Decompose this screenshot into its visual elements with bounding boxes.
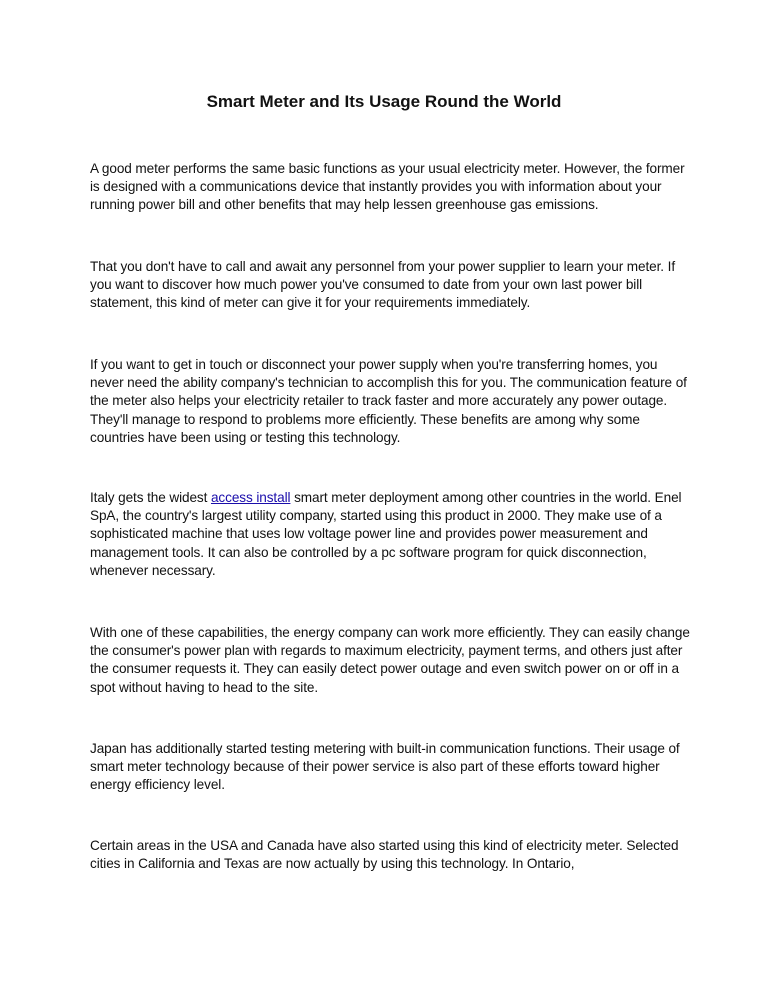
paragraph-4-lead: Italy gets the widest <box>90 490 211 505</box>
paragraph-1: A good meter performs the same basic functions as your usual electricity meter. However, the former is designed with a communications device that instantly provides you with information about your running power bill and other benefits that may help lessen greenhouse gas emissions. <box>90 161 685 213</box>
access-install-link[interactable]: access install <box>210 490 291 505</box>
paragraph-4-rest: smart meter deployment among other countries in the world. Enel SpA, the country's largest utility company, started using this product in 2000. They make use of a sophisticated machine that uses low voltage power line and provides power measurement and management tools. It can also be controlled by a pc software program for quick disconnection, whenever necessary. <box>90 490 682 578</box>
page-title: Smart Meter and Its Usage Round the World <box>206 92 562 111</box>
paragraph-7: Certain areas in the USA and Canada have also started using this kind of electricity meter. Selected cities in California and Texas are now actually by using this technology. In Ontario, <box>90 838 679 872</box>
paragraph-5: With one of these capabilities, the energy company can work more efficiently. They can easily change the consumer's power plan with regards to maximum electricity, payment terms, and others just after the consumer requests it. They can easily detect power outage and even switch power on or off in a spot without having to head to the site. <box>90 625 690 695</box>
paragraph-4 <box>90 489 690 580</box>
paragraph-2: That you don't have to call and await any personnel from your power supplier to learn your meter. If you want to discover how much power you've consumed to date from your own last power bill statement, this kind of meter can give it for your requirements immediately. <box>90 259 675 311</box>
paragraph-6: Japan has additionally started testing metering with built-in communication functions. Their usage of smart meter technology because of their power service is also part of these efforts toward higher energy efficiency level. <box>90 741 680 793</box>
paragraph-3: If you want to get in touch or disconnect your power supply when you're transferring homes, you never need the ability company's technician to accomplish this for you. The communication feature of the meter also helps your electricity retailer to track faster and more accurately any power outage. They'll manage to respond to problems more efficiently. These benefits are among why some countries have been using or testing this technology. <box>90 357 687 445</box>
